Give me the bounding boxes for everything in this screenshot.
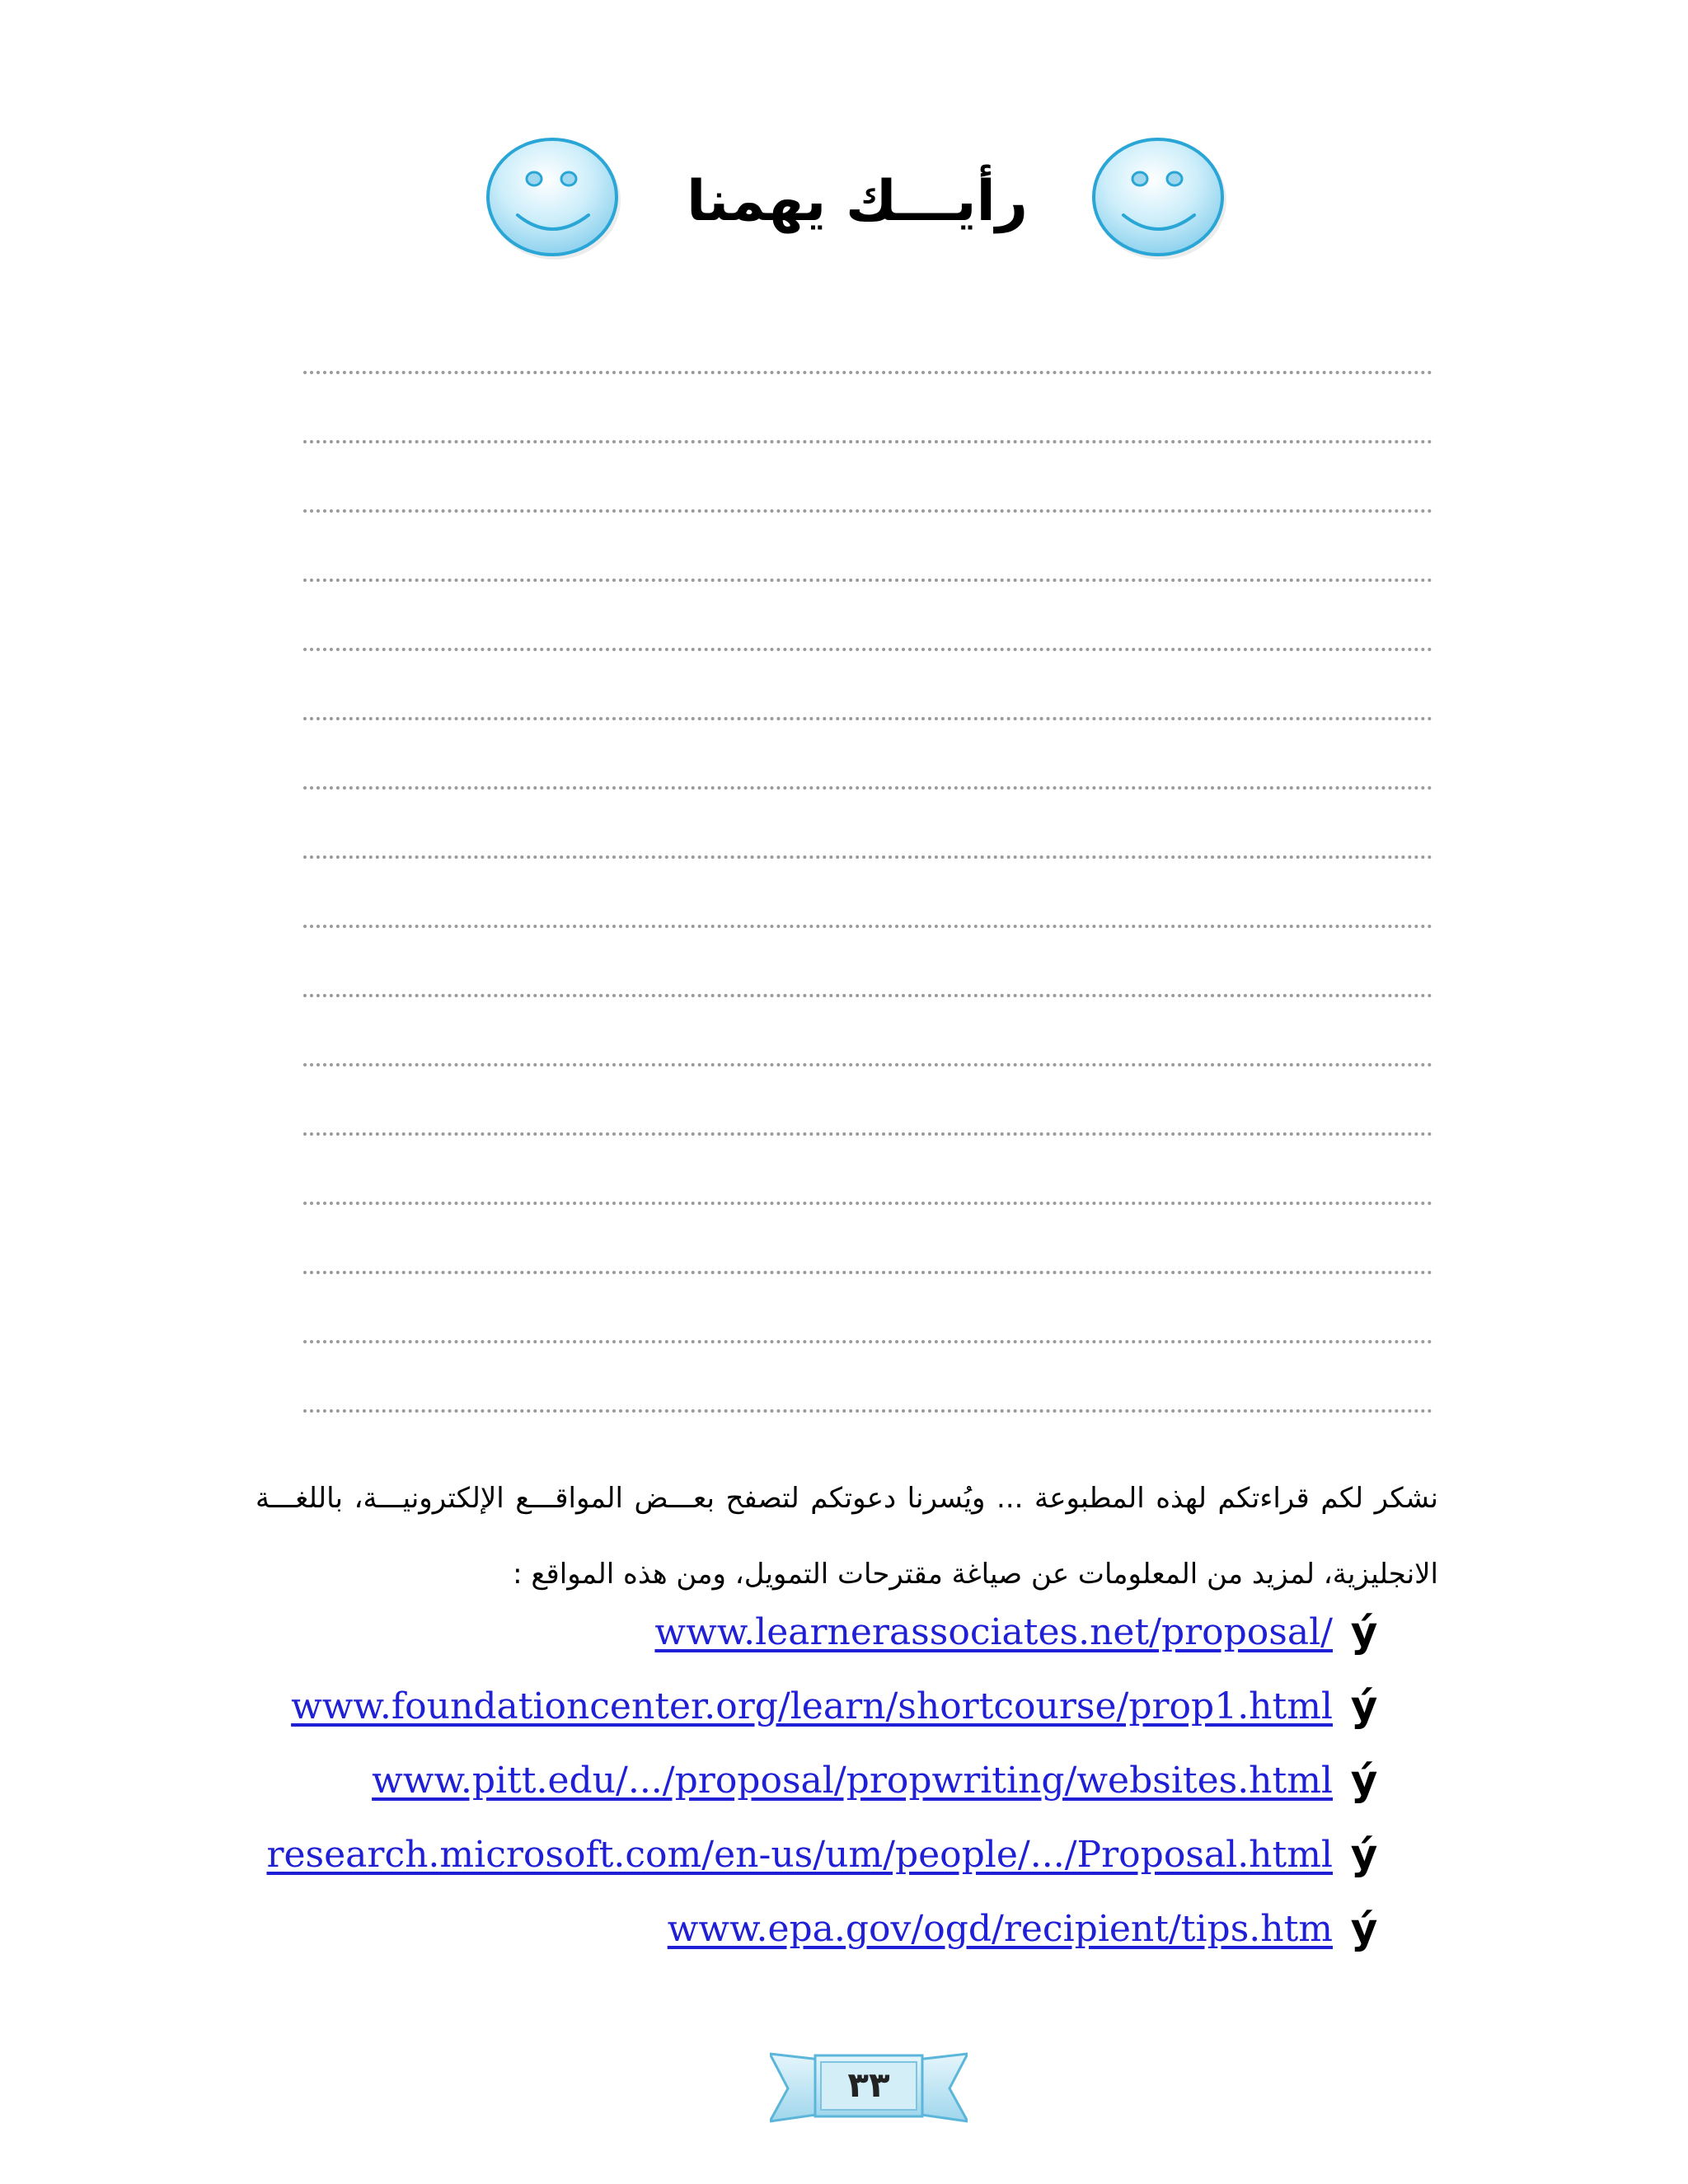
note-line[interactable]	[303, 374, 1432, 443]
note-line[interactable]	[303, 720, 1432, 790]
note-line[interactable]	[303, 1274, 1432, 1343]
bullet-icon: ý	[1350, 1905, 1378, 1952]
link[interactable]: www.epa.gov/ogd/recipient/tips.htm	[667, 1907, 1333, 1950]
smiley-face-icon	[1092, 136, 1229, 262]
link[interactable]: www.pitt.edu/.../proposal/propwriting/websites.html	[372, 1759, 1333, 1802]
link-item	[247, 1669, 1389, 1743]
note-line[interactable]	[303, 997, 1432, 1066]
note-line[interactable]	[303, 582, 1432, 651]
intro-paragraph: نشكر لكم قراءتكم لهذه المطبوعة ... ويُسرنا دعوتكم لتصفح بعـــض المواقـــع الإلكترونيـــة، باللغـــة الانجليزية، لمزيد من المعلومات عن صياغة مقترحات التمويل، ومن هذه المواقع :	[256, 1482, 1438, 1591]
bullet-icon: ý	[1350, 1608, 1378, 1656]
links-list	[247, 1595, 1389, 1966]
page-header	[478, 136, 1236, 276]
note-line[interactable]	[303, 859, 1432, 928]
link-item	[247, 1595, 1389, 1669]
note-line[interactable]	[303, 305, 1432, 374]
bullet-icon: ý	[1350, 1682, 1378, 1730]
link-item	[247, 1891, 1389, 1966]
bullet-icon: ý	[1350, 1756, 1378, 1804]
note-line[interactable]	[303, 928, 1432, 997]
smiley-face-icon	[486, 136, 623, 262]
link[interactable]: research.microsoft.com/en-us/um/people/.../Proposal.html	[266, 1833, 1333, 1876]
page-title: رأيـــك يهمنا	[686, 169, 1028, 234]
note-line[interactable]	[303, 1343, 1432, 1413]
note-line[interactable]	[303, 1066, 1432, 1136]
link[interactable]: www.learnerassociates.net/proposal/	[654, 1610, 1333, 1653]
note-line[interactable]	[303, 1205, 1432, 1274]
link-item	[247, 1817, 1389, 1891]
page-number: ٣٣	[847, 2064, 890, 2105]
note-line[interactable]	[303, 1136, 1432, 1205]
note-line[interactable]	[303, 513, 1432, 582]
note-line[interactable]	[303, 443, 1432, 513]
link[interactable]: www.foundationcenter.org/learn/shortcourse/prop1.html	[291, 1685, 1333, 1727]
link-item	[247, 1743, 1389, 1817]
note-lines[interactable]	[303, 305, 1432, 1413]
note-line[interactable]	[303, 790, 1432, 859]
bullet-icon: ý	[1350, 1830, 1378, 1878]
note-line[interactable]	[303, 651, 1432, 720]
